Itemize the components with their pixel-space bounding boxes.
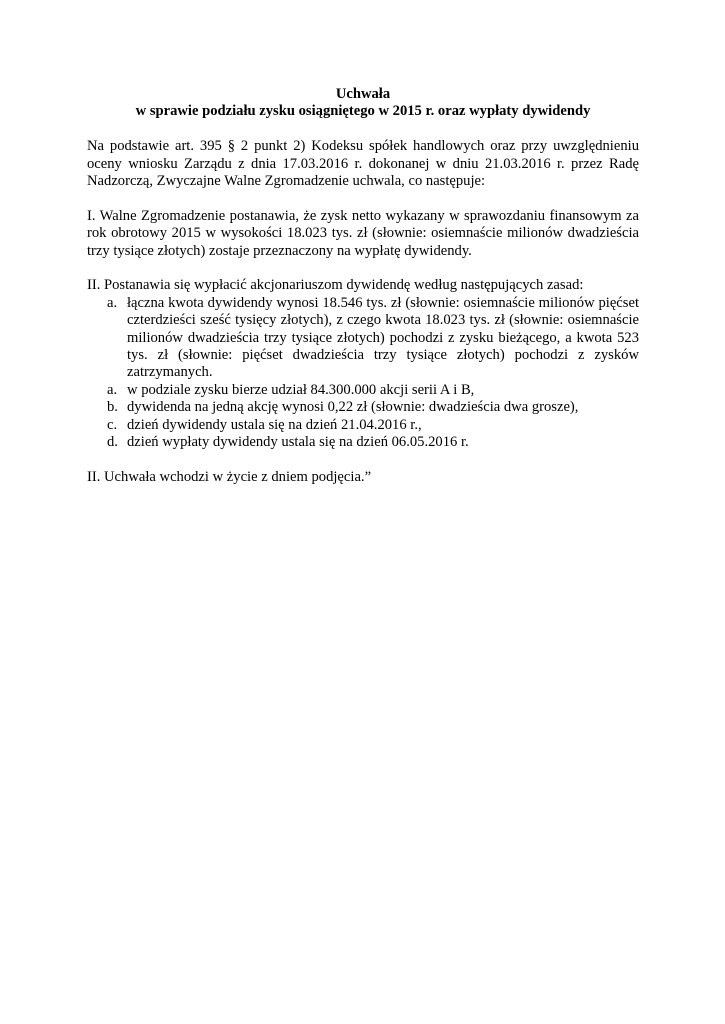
list-marker: d.	[107, 434, 118, 451]
document-subtitle: w sprawie podziału zysku osiągniętego w 2015 r. oraz wypłaty dywidendy	[135, 103, 591, 120]
document-page	[87, 86, 639, 486]
list-item	[87, 434, 639, 451]
spacer	[87, 121, 639, 138]
list-item	[87, 382, 639, 399]
list-item	[87, 295, 639, 382]
spacer	[87, 451, 639, 468]
list-marker: c.	[107, 416, 118, 433]
list-item-text: łączna kwota dywidendy wynosi 18.546 tys. zł (słownie: osiemnaście milionów pięćset czterdzieści sześć tysięcy złotych), z czego kwota 18.023 tys. zł (słownie: osiemnaście milionów dwadzieścia trzy tysiące złotych) pochodzi z zysku bieżącego, a kwota 523 tys. zł (słownie: pięćset dwadzieścia trzy tysiące złotych) pochodzi z zysków zatrzymanych.	[127, 294, 639, 381]
list-marker: a.	[107, 381, 118, 398]
spacer	[87, 190, 639, 207]
dividend-rules-list	[87, 295, 639, 452]
list-item	[87, 399, 639, 416]
list-item-text: w podziale zysku bierze udział 84.300.000 akcji serii A i B,	[127, 381, 475, 398]
list-marker: a.	[107, 294, 118, 311]
document-title: Uchwała	[335, 86, 391, 102]
spacer	[87, 260, 639, 277]
section-1-paragraph: I. Walne Zgromadzenie postanawia, że zysk netto wykazany w sprawozdaniu finansowym za rok obrotowy 2015 w wysokości 18.023 tys. zł (słownie: osiemnaście milionów dwadzieścia trzy tysiące złotych) zostaje przeznaczony na wypłatę dywidendy.	[87, 207, 639, 259]
list-item	[87, 417, 639, 434]
list-item-text: dzień dywidendy ustala się na dzień 21.04.2016 r.,	[127, 416, 422, 433]
list-item-text: dywidenda na jedną akcję wynosi 0,22 zł (słownie: dwadzieścia dwa grosze),	[127, 399, 579, 416]
preamble-paragraph: Na podstawie art. 395 § 2 punkt 2) Kodeksu spółek handlowych oraz przy uwzględnieniu oceny wniosku Zarządu z dnia 17.03.2016 r. dokonanej w dniu 21.03.2016 r. przez Radę Nadzorczą, Zwyczajne Walne Zgromadzenie uchwala, co następuje:	[87, 138, 639, 190]
section-2-intro: II. Postanawia się wypłacić akcjonariuszom dywidendę według następujących zasad:	[87, 277, 584, 294]
list-marker: b.	[107, 399, 118, 416]
list-item-text: dzień wypłaty dywidendy ustala się na dzień 06.05.2016 r.	[127, 434, 469, 451]
section-3-paragraph: II. Uchwała wchodzi w życie z dniem podjęcia.”	[87, 468, 372, 485]
